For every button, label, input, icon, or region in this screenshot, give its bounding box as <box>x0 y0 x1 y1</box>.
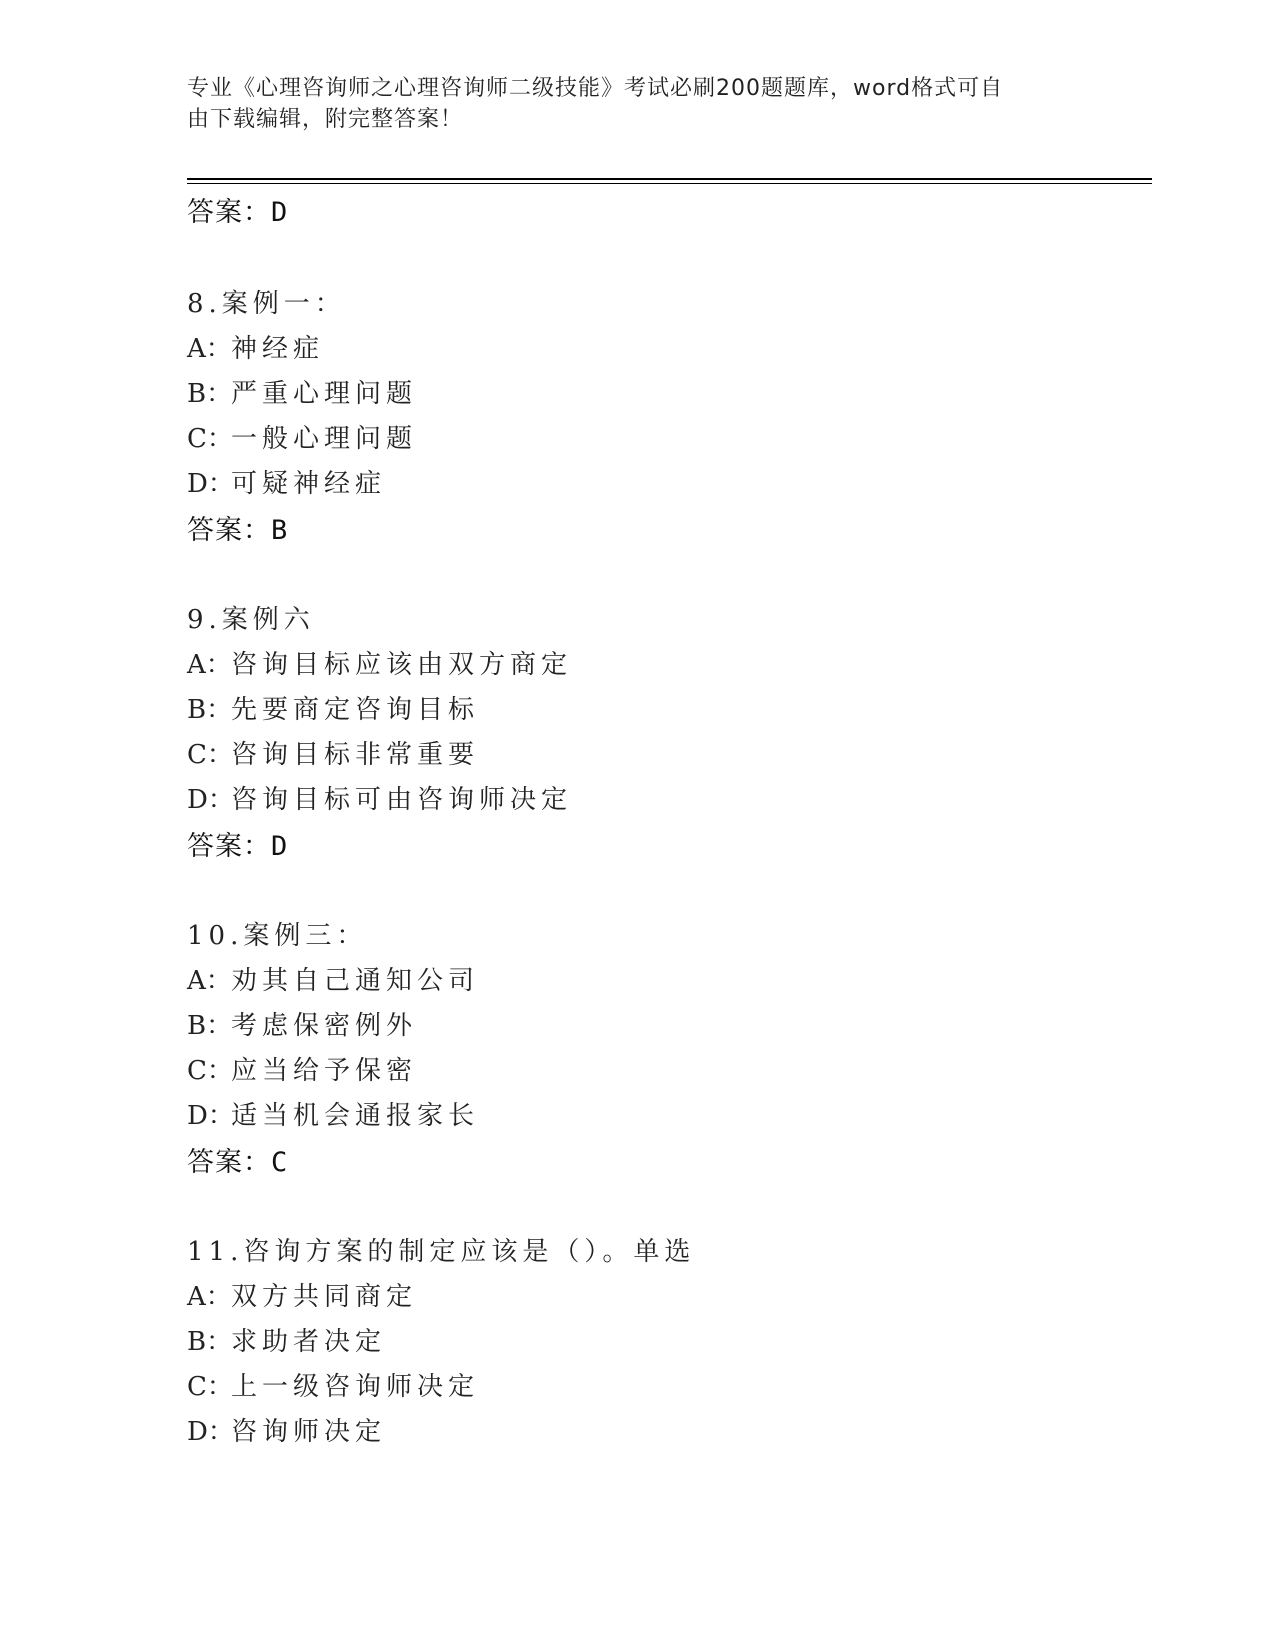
option-text: 劝其自己通知公司 <box>231 966 480 996</box>
option-text: 求助者决定 <box>231 1327 387 1357</box>
option-8-a <box>187 328 324 365</box>
header-divider-thick <box>187 178 1152 180</box>
option-text: 咨询目标非常重要 <box>231 740 480 770</box>
option-key: D： <box>187 1417 234 1447</box>
option-key: B： <box>187 1327 233 1357</box>
option-11-c <box>187 1366 479 1403</box>
option-text: 应当给予保密 <box>231 1056 418 1086</box>
option-key: D： <box>187 469 234 499</box>
answer-label: 答案： <box>187 1147 271 1178</box>
option-9-c <box>187 734 479 771</box>
option-key: A： <box>187 334 232 364</box>
answer-label: 答案： <box>187 197 271 228</box>
header-line-2: 由下载编辑，附完整答案！ <box>187 107 464 132</box>
question-title-11: 11.咨询方案的制定应该是（）。单选 <box>187 1237 696 1267</box>
option-key: C： <box>187 1056 233 1086</box>
option-10-c <box>187 1050 417 1087</box>
question-title-10: 10.案例三： <box>187 921 368 951</box>
option-11-d <box>187 1411 386 1448</box>
header-line-1: 专业《心理咨询师之心理咨询师二级技能》考试必刷200题题库，word格式可自 <box>187 76 1004 101</box>
option-11-a <box>187 1276 417 1313</box>
option-key: D： <box>187 785 234 815</box>
option-text: 适当机会通报家长 <box>231 1101 480 1131</box>
answer-line-q9 <box>187 824 288 863</box>
question-title-8: 8.案例一： <box>187 289 346 319</box>
option-text: 咨询师决定 <box>231 1417 387 1447</box>
option-10-b <box>187 1005 417 1042</box>
option-11-b <box>187 1321 386 1358</box>
option-text: 双方共同商定 <box>231 1282 418 1312</box>
header-divider-thin <box>187 183 1152 184</box>
option-text: 先要商定咨询目标 <box>231 695 480 725</box>
option-key: A： <box>187 650 232 680</box>
answer-line-q10 <box>187 1140 288 1179</box>
option-text: 可疑神经症 <box>231 469 387 499</box>
option-10-a <box>187 960 479 997</box>
option-9-d <box>187 779 572 816</box>
answer-line-q7 <box>187 190 288 229</box>
option-9-a <box>187 644 572 681</box>
option-key: B： <box>187 379 233 409</box>
answer-value: C <box>271 1147 289 1178</box>
option-text: 咨询目标应该由双方商定 <box>231 650 573 680</box>
option-key: B： <box>187 1011 233 1041</box>
option-8-b <box>187 373 417 410</box>
option-text: 严重心理问题 <box>231 379 418 409</box>
option-key: C： <box>187 424 233 454</box>
answer-line-q8 <box>187 508 288 547</box>
option-key: B： <box>187 695 233 725</box>
answer-value: D <box>271 197 289 228</box>
question-title-9: 9.案例六 <box>187 605 315 635</box>
option-key: A： <box>187 966 232 996</box>
option-key: C： <box>187 740 233 770</box>
option-10-d <box>187 1095 479 1132</box>
answer-label: 答案： <box>187 515 271 546</box>
option-8-d <box>187 463 386 500</box>
option-text: 上一级咨询师决定 <box>231 1372 480 1402</box>
option-text: 咨询目标可由咨询师决定 <box>231 785 573 815</box>
option-text: 一般心理问题 <box>231 424 418 454</box>
answer-value: D <box>271 831 289 862</box>
option-key: C： <box>187 1372 233 1402</box>
document-header <box>187 73 1067 135</box>
answer-label: 答案： <box>187 831 271 862</box>
option-9-b <box>187 689 479 726</box>
option-text: 考虑保密例外 <box>231 1011 418 1041</box>
option-8-c <box>187 418 417 455</box>
option-key: A： <box>187 1282 232 1312</box>
option-text: 神经症 <box>231 334 325 364</box>
answer-value: B <box>271 515 289 546</box>
option-key: D： <box>187 1101 234 1131</box>
